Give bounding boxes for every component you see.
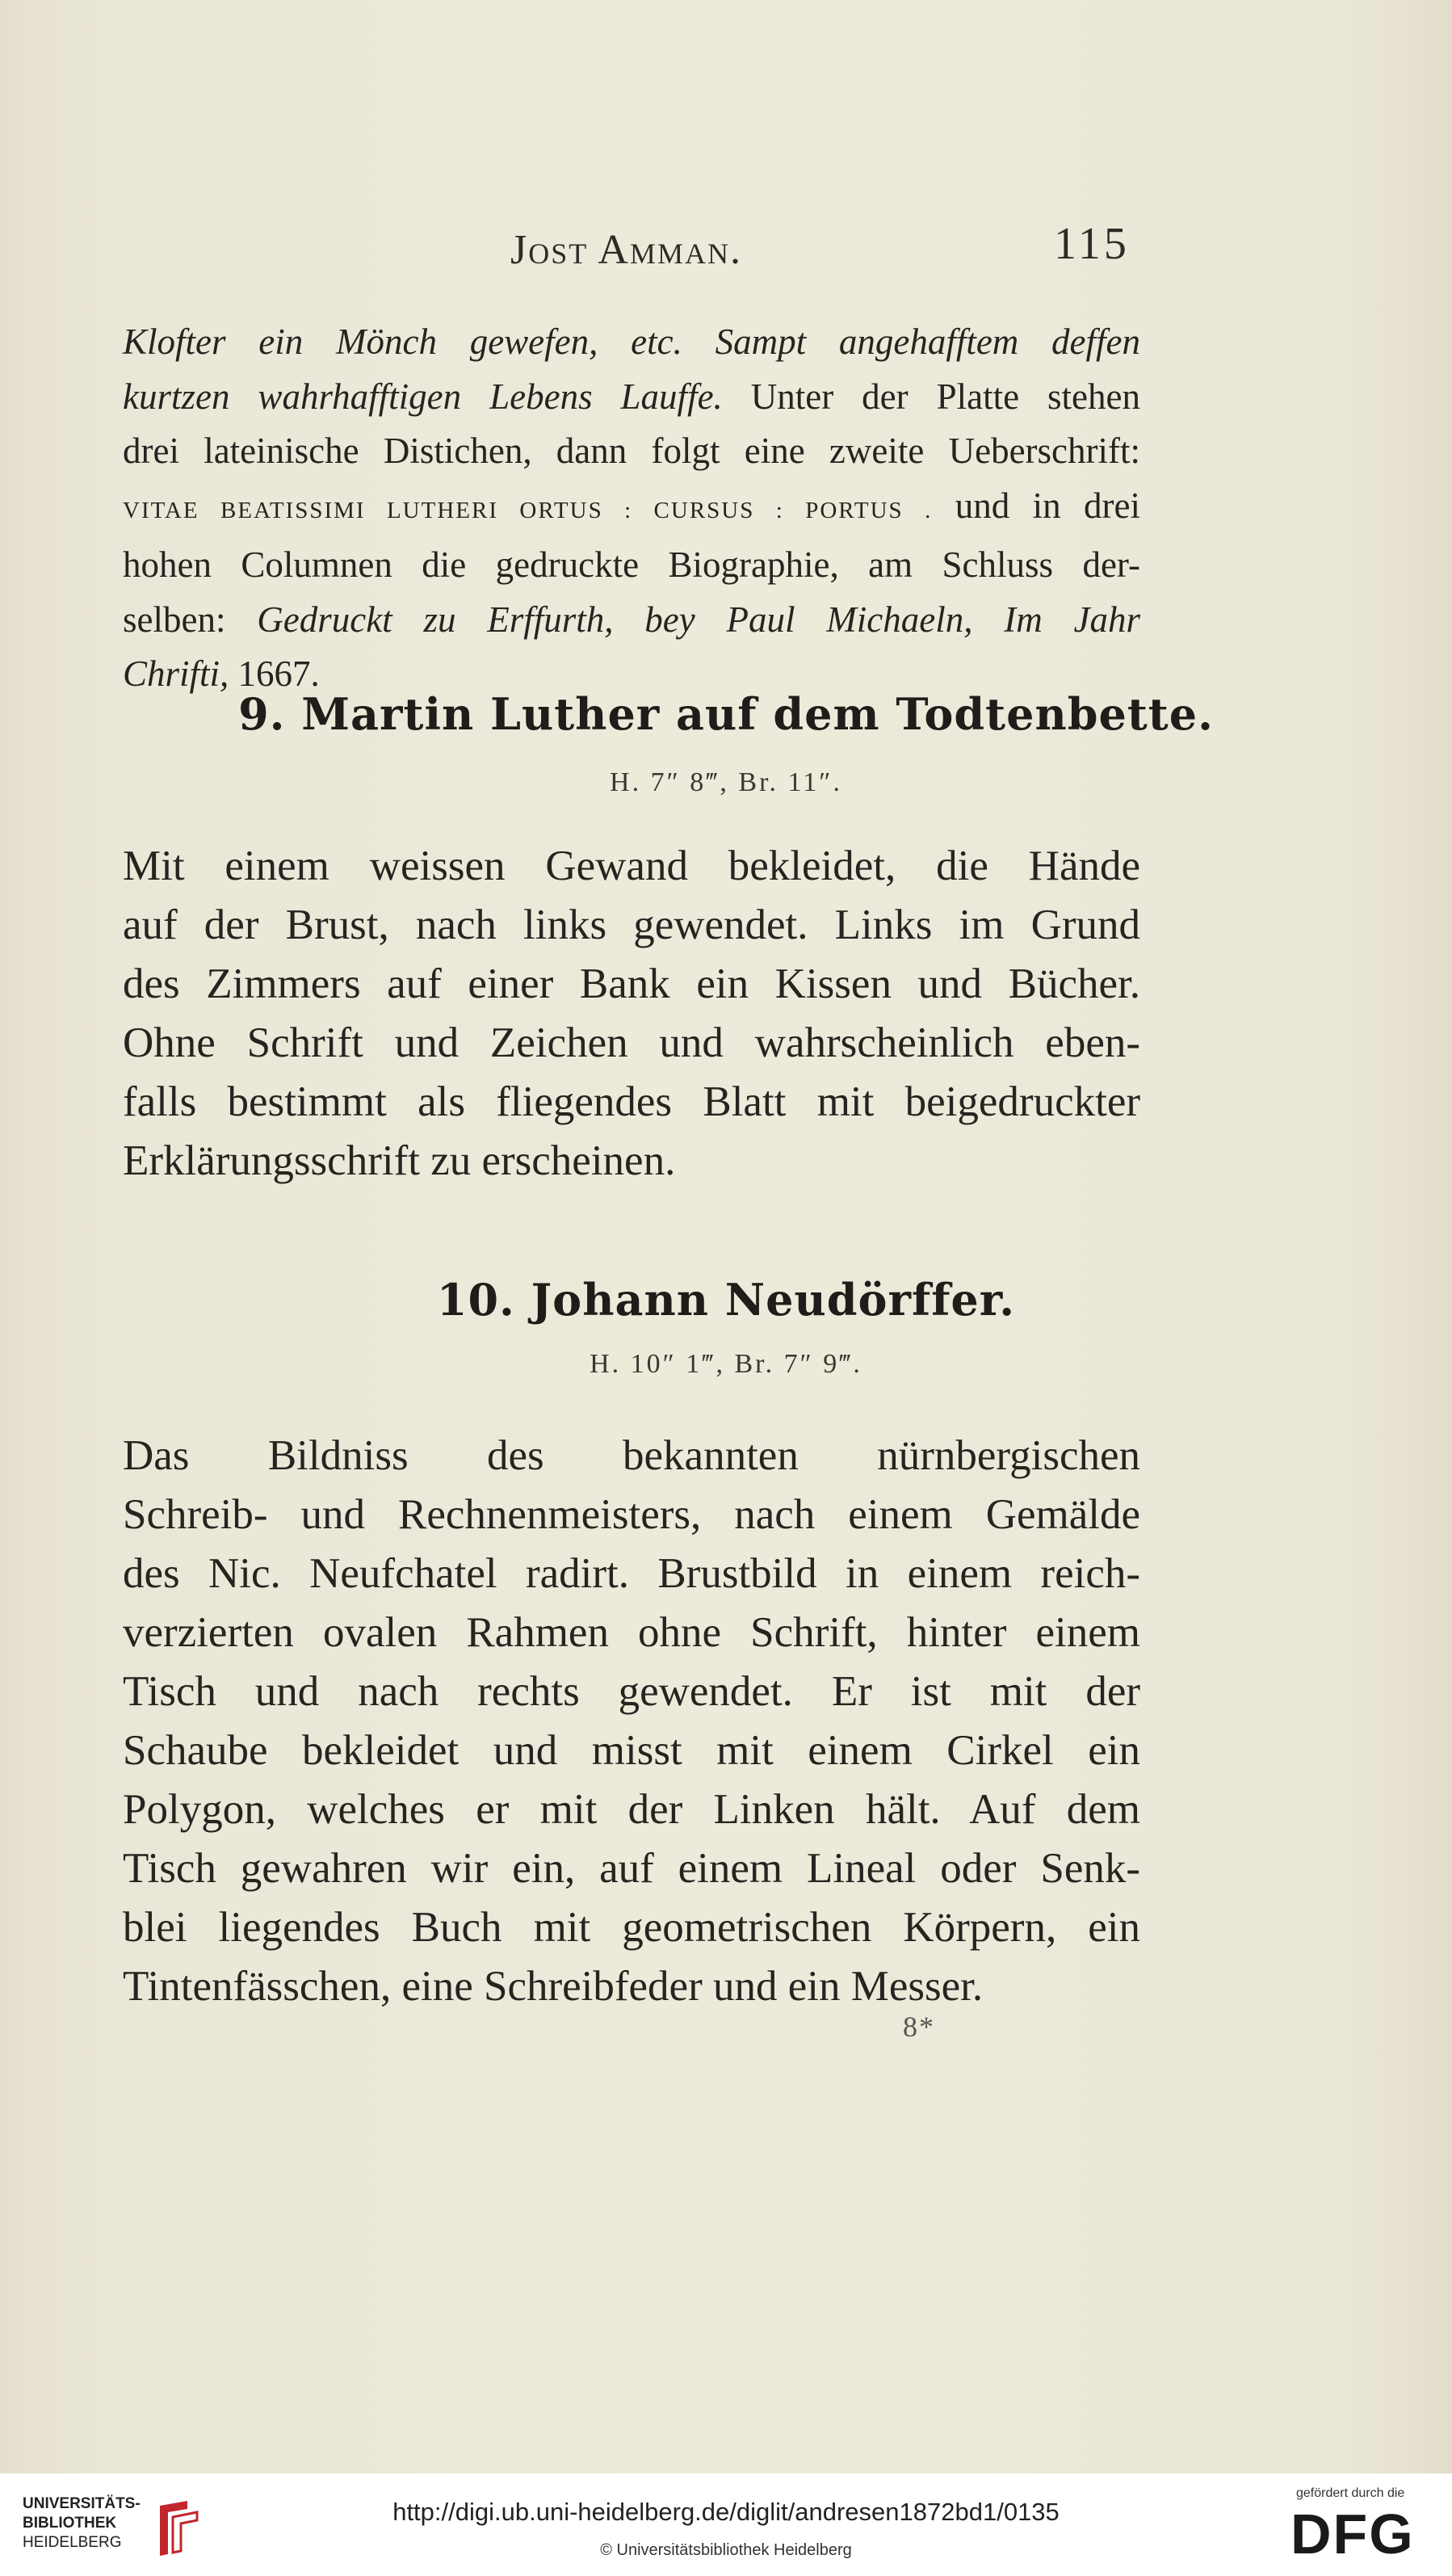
text-line: Tisch gewahren wir ein, auf einem Lineal oder Senk-: [123, 1845, 1140, 1892]
text-line: Schreib- und Rechnenmeisters, nach einem Gemälde: [123, 1491, 1140, 1538]
page-number: 115: [1054, 219, 1130, 269]
section-9-paragraph: [123, 837, 1140, 1191]
logo-text: UNIVERSITÄTS- BIBLIOTHEK HEIDELBERG: [23, 2495, 141, 2551]
text-line: Tintenfässchen, eine Schreibfeder und ein Messer.: [123, 1963, 984, 2010]
text-line: Ohne Schrift und Zeichen und wahrscheinlich eben-: [123, 1019, 1140, 1066]
text-line: Klofter ein Mönch gewefen, etc. Sampt angehafftem deffen: [123, 321, 1140, 362]
text-line: Das Bildniss des bekannten nürnbergischen: [123, 1432, 1140, 1479]
page-header: [0, 218, 1452, 283]
dfg-logo[interactable]: DFG: [1290, 2502, 1415, 2565]
section-heading: 9. Martin Luther auf dem Todtenbette.: [238, 688, 1214, 740]
text-line: drei lateinische Distichen, dann folgt eine zweite Ueberschrift:: [123, 431, 1140, 471]
text-line: Mit einem weissen Gewand bekleidet, die Hände: [123, 843, 1140, 889]
text-line: des Nic. Neufchatel radirt. Brustbild in einem reich-: [123, 1550, 1140, 1597]
text-line: auf der Brust, nach links gewendet. Links im Grund: [123, 901, 1140, 948]
section-heading: 10. Johann Neudörffer.: [436, 1274, 1016, 1326]
text-line: des Zimmers auf einer Bank ein Kissen und Bücher.: [123, 960, 1140, 1007]
text-line: Tisch und nach rechts gewendet. Er ist mit der: [123, 1668, 1140, 1715]
intro-paragraph: [123, 315, 1140, 702]
text-line: selben: Gedruckt zu Erffurth, bey Paul Michaeln, Im Jahr: [123, 599, 1140, 640]
text-line: Erklärungsschrift zu erscheinen.: [123, 1137, 676, 1184]
source-url-link[interactable]: http://digi.ub.uni-heidelberg.de/diglit/andresen1872bd1/0135: [392, 2498, 1060, 2526]
dimensions-line: H. 7″ 8‴, Br. 11″.: [610, 767, 842, 797]
section-10-paragraph: [123, 1427, 1140, 2016]
smallcaps-title: VITAE BEATISSIMI LUTHERI ORTUS : CURSUS : PORTUS .: [123, 497, 933, 523]
copyright-notice: © Universitätsbibliothek Heidelberg: [600, 2541, 852, 2559]
signature-mark: 8*: [903, 2011, 935, 2043]
text-line: Polygon, welches er mit der Linken hält. Auf dem: [123, 1786, 1140, 1833]
text-line: Schaube bekleidet und misst mit einem Cirkel ein: [123, 1727, 1140, 1774]
text-line: falls bestimmt als fliegendes Blatt mit beigedruckter: [123, 1078, 1140, 1125]
text-line: VITAE BEATISSIMI LUTHERI ORTUS : CURSUS : PORTUS . und in drei: [123, 485, 1141, 526]
dimensions-line: H. 10″ 1‴, Br. 7″ 9‴.: [590, 1349, 862, 1379]
text-line: hohen Columnen die gedruckte Biographie, am Schluss der-: [123, 544, 1140, 585]
footer-bar: [0, 2473, 1452, 2576]
running-title: Jost Amman.: [510, 227, 742, 273]
text-line: blei liegendes Buch mit geometrischen Körpern, ein: [123, 1904, 1140, 1951]
text-line: kurtzen wahrhafftigen Lebens Lauffe. Unter der Platte stehen: [123, 376, 1140, 417]
text-line: verzierten ovalen Rahmen ohne Schrift, hinter einem: [123, 1609, 1140, 1656]
text-line: Chrifti, 1667.: [123, 653, 320, 694]
funding-caption: gefördert durch die: [1296, 2486, 1405, 2500]
